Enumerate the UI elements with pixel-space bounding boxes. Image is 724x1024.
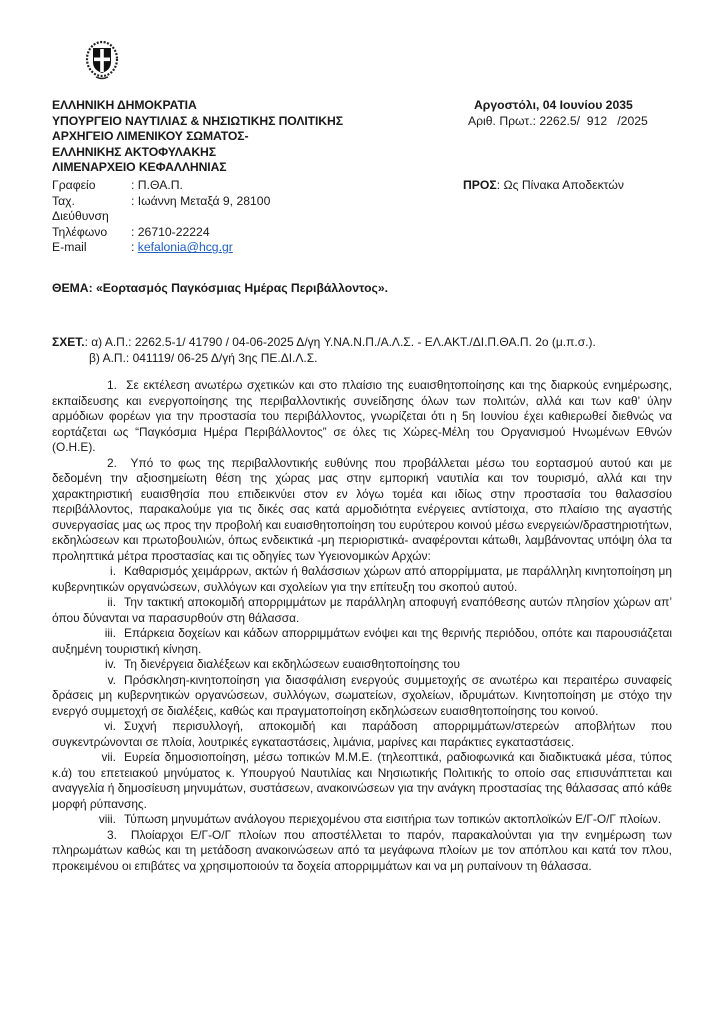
references-label: ΣΧΕΤ. bbox=[52, 335, 85, 349]
list-item bbox=[52, 595, 672, 626]
list-item-text: Τη διενέργεια διαλέξεων και εκδηλώσεων ευαισθητοποίησης του bbox=[124, 657, 461, 671]
list-item-number: i. bbox=[110, 564, 116, 578]
authority-line: ΕΛΛΗΝΙΚΗ ΔΗΜΟΚΡΑΤΙΑ bbox=[52, 98, 197, 112]
authority-line: ΥΠΟΥΡΓΕΙΟ ΝΑΥΤΙΛΙΑΣ & ΝΗΣΙΩΤΙΚΗΣ ΠΟΛΙΤΙΚΗΣ bbox=[52, 113, 343, 128]
list-item bbox=[52, 673, 672, 720]
list-item bbox=[52, 564, 672, 595]
paragraph-number: 3. bbox=[107, 827, 117, 842]
list-item-text: Επάρκεια δοχείων και κάδων απορριμμάτων ενόψει και της θερινής περιόδου, οπότε και παρουσιάζεται αυξημένη τουριστική κίνηση. bbox=[52, 626, 672, 656]
contact-row-email bbox=[52, 240, 270, 256]
list-item-number: vi. bbox=[104, 719, 116, 733]
contact-row-office bbox=[52, 178, 270, 194]
reference-b: β) Α.Π.: 041119/ 06-25 Δ/γή 3ης ΠΕ.ΔΙ.Λ.Σ. bbox=[89, 350, 318, 365]
contact-label: E-mail bbox=[52, 240, 87, 255]
paragraph-text: Σε εκτέλεση ανωτέρω σχετικών και στο πλαίσιο της ευαισθητοποίησης και της διαρκούς ενημέρωσης, εκπαίδευσης και ενεργοποίησης της περιβαλλοντικής συνείδησης όλων των πολιτών, αλλά και των καθ’ ύλην αρμόδιων φορέων για την προστασία του περιβάλλοντος, γνωρίζεται ότι η 5η Ιουνίου έχει καθιερωθεί διεθνώς να εορτάζεται ως “Παγκόσμια Ημέρα Περιβάλλοντος” σε όλες τις Χώρες-Μέλη του Οργανισμού Ηνωμένων Εθνών (Ο.Η.Ε). bbox=[52, 378, 672, 454]
list-item-number: ii. bbox=[107, 595, 116, 609]
protocol-number: Αριθ. Πρωτ.: 2262.5/ 912 /2025 bbox=[468, 113, 648, 128]
list-item-text: Συχνή περισυλλογή, αποκομιδή και παράδοση απορριμμάτων/στερεών αποβλήτων που συγκεντρώνονται σε πλοία, λουτρικές εγκαταστάσεις, λιμάνια, μαρίνες και παράκτιες εγκαταστάσεις. bbox=[52, 719, 672, 749]
contact-value-prefix: : bbox=[131, 240, 138, 255]
paragraph-text: Πλοίαρχοι Ε/Γ-Ο/Γ πλοίων που αποστέλλεται το παρόν, παρακαλούνται για την ενημέρωση των πληρωμάτων καθώς και τη μετάδοση ανακοινώσεων από τα μεγάφωνα πλοίων με τον απόπλου και κατά τον πλου, προκειμένου οι επιβάτες να χρησιμοποιούν τα δοχεία απορριμμάτων και να μη ρυπαίνουν τη θάλασσα. bbox=[52, 827, 673, 873]
list-item bbox=[52, 750, 672, 812]
list-item-number: iv. bbox=[104, 657, 116, 671]
list-item-text: Την τακτική αποκομιδή απορριμμάτων με παράλληλη αποφυγή εναπόθεσης αυτών πλησίον χώρων απ’ όπου δύνανται να παρασυρθούν στη θάλασσα. bbox=[52, 595, 672, 625]
contact-value: : Π.ΘΑ.Π. bbox=[131, 178, 183, 192]
document-subject: ΘΕΜΑ: «Εορτασμός Παγκόσμιας Ημέρας Περιβάλλοντος». bbox=[52, 281, 389, 295]
issuing-authority bbox=[52, 98, 343, 176]
authority-line: ΑΡΧΗΓΕΙΟ ΛΙΜΕΝΙΚΟΥ ΣΩΜΑΤΟΣ- bbox=[52, 129, 249, 144]
document-body bbox=[52, 378, 672, 874]
list-item bbox=[52, 719, 672, 750]
recipient-line bbox=[463, 178, 624, 192]
list-item-number: vii. bbox=[101, 750, 116, 764]
contact-label: Ταχ. Διεύθυνση bbox=[52, 193, 109, 224]
list-item bbox=[52, 812, 672, 828]
contact-row-address bbox=[52, 194, 270, 225]
list-item-text: Ευρεία δημοσιοποίηση, μέσω τοπικών Μ.Μ.Ε. (τηλεοπτικά, ραδιοφωνικά και διαδικτυακά μέσα, τύπος κ.ά) του επετειακού μηνύματος κ. Υπουργού Ναυτιλίας και Νησιωτικής Πολιτικής το οποίο σας επισυνάπτεται και αναγγελία ή δημοσίευση μηνυμάτων, συστάσεων, ανακοινώσεων για την ανάγκη προστασίας της θάλασσας από κάθε μορφή ρύπανσης. bbox=[52, 750, 672, 811]
list-item-text: Πρόσκληση-κινητοποίηση για διασφάλιση ενεργούς συμμετοχής σε ανωτέρω και περαιτέρω συναφείς δράσεις μη κυβερνητικών οργανώσεων, συλλόγων, σωματείων, σχολείων, ιδρυμάτων. Κινητοποίηση με στόχο την ενεργό συμμετοχή σε διαλέξεις, καθώς και πραγματοποίηση εκδηλώσεων ευαισθητοποίησης του κοινού. bbox=[52, 672, 672, 718]
paragraph-1 bbox=[52, 378, 672, 456]
paragraph-3 bbox=[52, 828, 672, 875]
recipient-value: : Ως Πίνακα Αποδεκτών bbox=[496, 178, 624, 192]
authority-line: ΛΙΜΕΝΑΡΧΕΙΟ ΚΕΦΑΛΛΗΝΙΑΣ bbox=[52, 160, 227, 175]
list-item-number: v. bbox=[107, 672, 116, 687]
contact-value: : 26710-22224 bbox=[131, 224, 210, 239]
document-date: Αργοστόλι, 04 Ιουνίου 2035 bbox=[474, 98, 633, 112]
email-link[interactable]: kefalonia@hcg.gr bbox=[137, 240, 233, 255]
document-meta bbox=[468, 98, 648, 129]
recipient-label: ΠΡΟΣ bbox=[463, 178, 497, 192]
paragraph-number: 2. bbox=[107, 455, 117, 470]
list-item-number: iii. bbox=[104, 626, 116, 640]
list-item bbox=[52, 626, 672, 657]
contact-value: : Ιωάννη Μεταξά 9, 28100 bbox=[131, 193, 271, 208]
references-block bbox=[52, 335, 596, 367]
paragraph-number: 1. bbox=[107, 378, 117, 392]
greek-coat-of-arms-icon bbox=[85, 40, 119, 80]
list-item-number: viii. bbox=[98, 812, 116, 826]
contact-row-phone bbox=[52, 225, 270, 241]
list-item-text: Καθαρισμός χειμάρρων, ακτών ή θαλάσσιων χώρων από απορρίμματα, με παράλληλη κινητοποίηση μη κυβερνητικών οργανώσεων, συλλόγων και σχολείων για την επίτευξη του σκοπού αυτού. bbox=[52, 564, 672, 594]
list-item-text: Τύπωση μηνυμάτων ανάλογου περιεχομένου στα εισιτήρια των τοπικών ακτοπλοϊκών Ε/Γ-Ο/Γ πλοίων. bbox=[124, 812, 662, 826]
contact-label: Γραφείο bbox=[52, 178, 96, 192]
paragraph-2 bbox=[52, 456, 672, 565]
authority-line: ΕΛΛΗΝΙΚΗΣ ΑΚΤΟΦΥΛΑΚΗΣ bbox=[52, 144, 216, 159]
reference-a: : α) Α.Π.: 2262.5-1/ 41790 / 04-06-2025 Δ/γη Υ.ΝΑ.Ν.Π./Α.Λ.Σ. - ΕΛ.ΑΚΤ./ΔΙ.Π.ΘΑ.Π. 2ο (μ.π.σ.). bbox=[84, 335, 596, 349]
contact-block bbox=[52, 178, 270, 256]
list-item bbox=[52, 657, 672, 673]
contact-label: Τηλέφωνο bbox=[52, 224, 108, 239]
paragraph-text: Υπό το φως της περιβαλλοντικής ευθύνης που προβάλλεται μέσω του εορτασμού αυτού και με δεδομένη την αξιοσημείωτη θέση της χώρας μας στην εμπορική ναυτιλία και τον τουρισμό, αλλά και την χαρακτηριστική ευαισθησία που επιδεικνύει στον εν λόγω τομέα και ιδίως στην προστασία του θαλασσίου περιβάλλοντος, παρακαλούμε για τις δικές σας κατά αρμοδιότητα ενέργειες αντίστοιχα, στο πλαίσιο της αγαστής συνεργασίας μας ως προς την προβολή και ευαισθητοποίηση του ευρύτερου κοινού μέσω ενεργειών/δραστηριοτήτων, εκδηλώσεων και πρωτοβουλιών, όπως ενδεικτικά -μη περιοριστικά- αναφέρονται κάτωθι, λαμβάνοντας υπόψη όλα τα προληπτικά μέτρα προστασίας και τις οδηγίες των Υγειονομικών Αρχών: bbox=[52, 455, 673, 563]
